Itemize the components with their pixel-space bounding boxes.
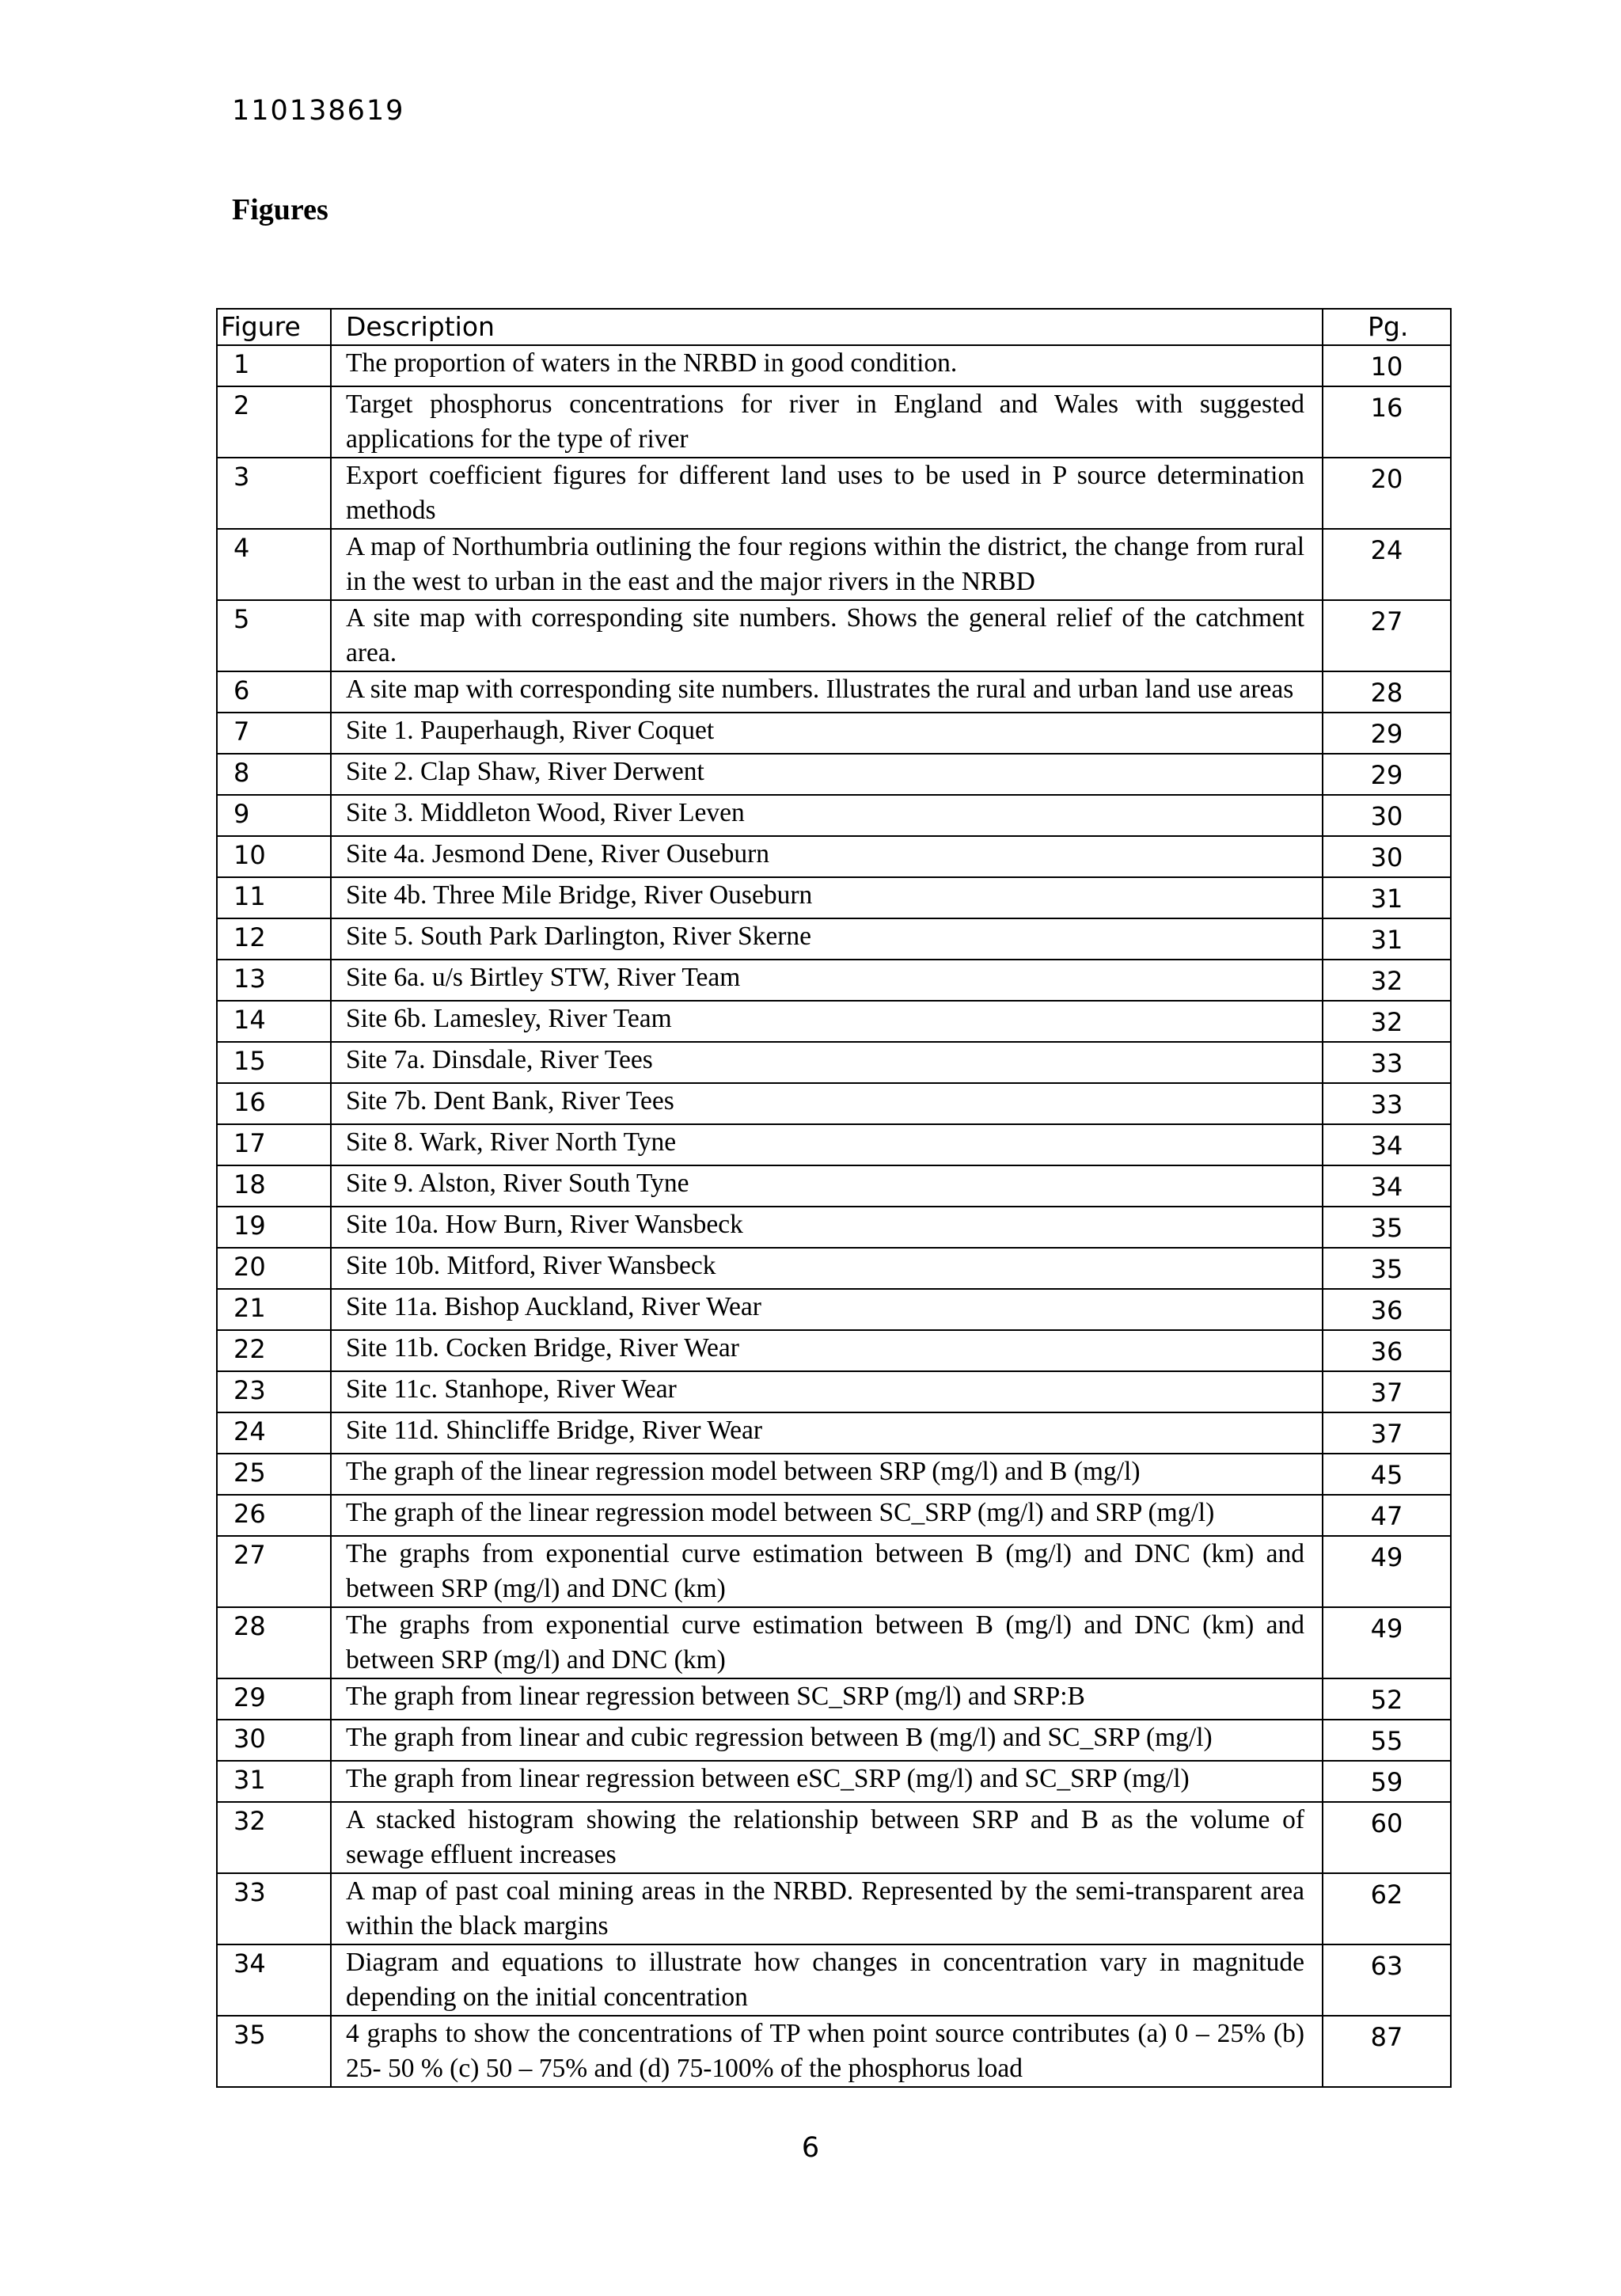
figure-number-cell: 26 [217,1495,331,1536]
table-row [217,386,1451,458]
figure-page-cell: 60 [1323,1802,1451,1873]
figure-description-cell: Site 11b. Cocken Bridge, River Wear [331,1330,1323,1371]
table-row [217,600,1451,671]
figure-description-cell: Site 7b. Dent Bank, River Tees [331,1083,1323,1124]
figure-description-cell: Site 3. Middleton Wood, River Leven [331,795,1323,836]
figure-number-cell: 2 [217,386,331,458]
figure-page-cell: 32 [1323,1001,1451,1042]
figure-page-cell: 30 [1323,795,1451,836]
table-row [217,1371,1451,1412]
table-body [217,345,1451,2087]
figure-number-cell: 16 [217,1083,331,1124]
table-row [217,877,1451,918]
figure-description-cell: Site 6a. u/s Birtley STW, River Team [331,960,1323,1001]
figure-page-cell: 52 [1323,1678,1451,1720]
figure-description-cell: The graph from linear regression between SC_SRP (mg/l) and SRP:B [331,1678,1323,1720]
figure-description-cell: Site 5. South Park Darlington, River Skerne [331,918,1323,960]
table-row [217,960,1451,1001]
table-row [217,1412,1451,1454]
table-row [217,1944,1451,2016]
table-row [217,754,1451,795]
table-row [217,918,1451,960]
figure-description-cell: The proportion of waters in the NRBD in good condition. [331,345,1323,386]
figure-page-cell: 34 [1323,1124,1451,1165]
table-row [217,1495,1451,1536]
table-row [217,1536,1451,1607]
figure-page-cell: 49 [1323,1536,1451,1607]
figure-number-cell: 24 [217,1412,331,1454]
figure-description-cell: Site 10b. Mitford, River Wansbeck [331,1248,1323,1289]
figure-page-cell: 63 [1323,1944,1451,2016]
figure-number-cell: 27 [217,1536,331,1607]
figure-page-cell: 31 [1323,918,1451,960]
figure-page-cell: 45 [1323,1454,1451,1495]
table-row [217,1248,1451,1289]
column-header-page: Pg. [1323,309,1451,345]
figure-number-cell: 21 [217,1289,331,1330]
figure-description-cell: Site 4b. Three Mile Bridge, River Ouseburn [331,877,1323,918]
figure-description-cell: The graphs from exponential curve estimation between B (mg/l) and DNC (km) and between SRP (mg/l) and DNC (km) [331,1536,1323,1607]
figure-number-cell: 20 [217,1248,331,1289]
table-row [217,671,1451,713]
column-header-figure: Figure [217,309,331,345]
page-number: 6 [801,2132,820,2164]
figure-number-cell: 32 [217,1802,331,1873]
table-row [217,1454,1451,1495]
table-row [217,1802,1451,1873]
figure-number-cell: 30 [217,1720,331,1761]
figure-page-cell: 29 [1323,713,1451,754]
figure-page-cell: 49 [1323,1607,1451,1678]
figure-description-cell: Site 10a. How Burn, River Wansbeck [331,1207,1323,1248]
figure-number-cell: 23 [217,1371,331,1412]
figure-page-cell: 37 [1323,1371,1451,1412]
figure-page-cell: 62 [1323,1873,1451,1944]
table-row [217,1001,1451,1042]
figure-page-cell: 59 [1323,1761,1451,1802]
table-row [217,458,1451,529]
figure-number-cell: 11 [217,877,331,918]
figure-page-cell: 33 [1323,1042,1451,1083]
figure-description-cell: The graph of the linear regression model between SRP (mg/l) and B (mg/l) [331,1454,1323,1495]
figure-page-cell: 36 [1323,1330,1451,1371]
figure-description-cell: Site 2. Clap Shaw, River Derwent [331,754,1323,795]
table-row [217,1720,1451,1761]
figure-number-cell: 17 [217,1124,331,1165]
figure-description-cell: The graphs from exponential curve estimation between B (mg/l) and DNC (km) and between SRP (mg/l) and DNC (km) [331,1607,1323,1678]
figure-number-cell: 25 [217,1454,331,1495]
table-row [217,529,1451,600]
table-header-row [217,309,1451,345]
table-row [217,1083,1451,1124]
figure-page-cell: 34 [1323,1165,1451,1207]
figure-description-cell: A site map with corresponding site numbers. Shows the general relief of the catchment area. [331,600,1323,671]
figure-description-cell: Site 9. Alston, River South Tyne [331,1165,1323,1207]
table-header [217,309,1451,345]
figures-table [216,308,1452,2088]
figure-number-cell: 12 [217,918,331,960]
figure-number-cell: 9 [217,795,331,836]
figure-page-cell: 35 [1323,1248,1451,1289]
figure-description-cell: Site 11a. Bishop Auckland, River Wear [331,1289,1323,1330]
figure-description-cell: Site 4a. Jesmond Dene, River Ouseburn [331,836,1323,877]
figure-description-cell: A site map with corresponding site numbers. Illustrates the rural and urban land use areas [331,671,1323,713]
figure-number-cell: 31 [217,1761,331,1802]
figure-description-cell: Site 11d. Shincliffe Bridge, River Wear [331,1412,1323,1454]
figure-description-cell: A stacked histogram showing the relationship between SRP and B as the volume of sewage effluent increases [331,1802,1323,1873]
figure-description-cell: Site 6b. Lamesley, River Team [331,1001,1323,1042]
table-row [217,345,1451,386]
figure-description-cell: 4 graphs to show the concentrations of TP when point source contributes (a) 0 – 25% (b) 25- 50 % (c) 50 – 75% and (d) 75-100% of the phosphorus load [331,2016,1323,2087]
figure-number-cell: 35 [217,2016,331,2087]
document-id: 110138619 [232,95,405,127]
figure-page-cell: 35 [1323,1207,1451,1248]
figure-page-cell: 28 [1323,671,1451,713]
table-row [217,1678,1451,1720]
figure-number-cell: 28 [217,1607,331,1678]
figure-description-cell: Target phosphorus concentrations for river in England and Wales with suggested applications for the type of river [331,386,1323,458]
figure-description-cell: Site 7a. Dinsdale, River Tees [331,1042,1323,1083]
figure-number-cell: 1 [217,345,331,386]
figure-page-cell: 47 [1323,1495,1451,1536]
figure-page-cell: 55 [1323,1720,1451,1761]
table-row [217,795,1451,836]
figure-page-cell: 33 [1323,1083,1451,1124]
table-row [217,713,1451,754]
table-row [217,1330,1451,1371]
figure-page-cell: 10 [1323,345,1451,386]
table-row [217,1607,1451,1678]
column-header-description: Description [331,309,1323,345]
figure-number-cell: 7 [217,713,331,754]
figure-page-cell: 37 [1323,1412,1451,1454]
figure-description-cell: A map of Northumbria outlining the four regions within the district, the change from rural in the west to urban in the east and the major rivers in the NRBD [331,529,1323,600]
figure-number-cell: 5 [217,600,331,671]
figure-number-cell: 34 [217,1944,331,2016]
table-row [217,1124,1451,1165]
table-row [217,1761,1451,1802]
figure-page-cell: 30 [1323,836,1451,877]
table-row [217,1042,1451,1083]
figure-number-cell: 13 [217,960,331,1001]
figure-number-cell: 14 [217,1001,331,1042]
figure-number-cell: 29 [217,1678,331,1720]
figure-page-cell: 87 [1323,2016,1451,2087]
figure-description-cell: Site 8. Wark, River North Tyne [331,1124,1323,1165]
figure-number-cell: 22 [217,1330,331,1371]
table-row [217,836,1451,877]
table-row [217,2016,1451,2087]
figure-description-cell: A map of past coal mining areas in the NRBD. Represented by the semi-transparent area within the black margins [331,1873,1323,1944]
figure-page-cell: 16 [1323,386,1451,458]
table-row [217,1207,1451,1248]
figure-page-cell: 27 [1323,600,1451,671]
figure-page-cell: 24 [1323,529,1451,600]
figure-description-cell: The graph from linear regression between eSC_SRP (mg/l) and SC_SRP (mg/l) [331,1761,1323,1802]
figure-page-cell: 36 [1323,1289,1451,1330]
figure-number-cell: 8 [217,754,331,795]
figure-description-cell: Site 11c. Stanhope, River Wear [331,1371,1323,1412]
figure-number-cell: 18 [217,1165,331,1207]
section-title: Figures [232,193,328,226]
figure-number-cell: 19 [217,1207,331,1248]
figure-number-cell: 33 [217,1873,331,1944]
table-row [217,1873,1451,1944]
figure-description-cell: The graph from linear and cubic regression between B (mg/l) and SC_SRP (mg/l) [331,1720,1323,1761]
figure-page-cell: 32 [1323,960,1451,1001]
table-row [217,1289,1451,1330]
figure-number-cell: 10 [217,836,331,877]
figure-page-cell: 29 [1323,754,1451,795]
figure-number-cell: 3 [217,458,331,529]
figure-description-cell: The graph of the linear regression model between SC_SRP (mg/l) and SRP (mg/l) [331,1495,1323,1536]
figure-number-cell: 6 [217,671,331,713]
figure-description-cell: Diagram and equations to illustrate how changes in concentration vary in magnitude depending on the initial concentration [331,1944,1323,2016]
figure-description-cell: Export coefficient figures for different land uses to be used in P source determination methods [331,458,1323,529]
figure-number-cell: 15 [217,1042,331,1083]
figure-page-cell: 20 [1323,458,1451,529]
figure-page-cell: 31 [1323,877,1451,918]
table-row [217,1165,1451,1207]
figure-number-cell: 4 [217,529,331,600]
figure-description-cell: Site 1. Pauperhaugh, River Coquet [331,713,1323,754]
